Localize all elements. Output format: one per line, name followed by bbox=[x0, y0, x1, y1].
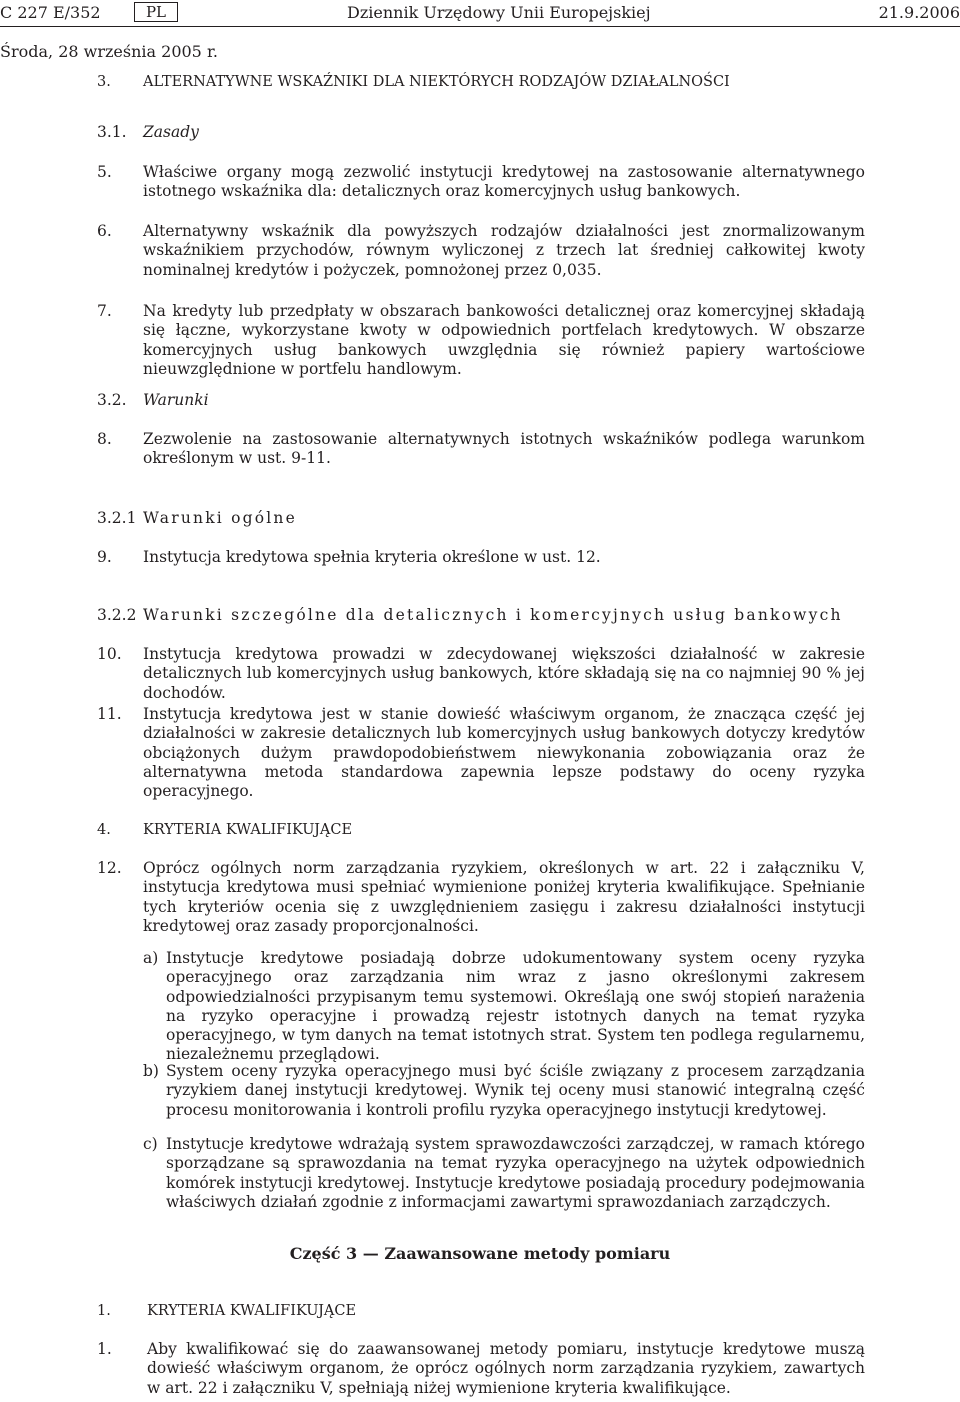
item-a-text: Instytucje kredytowe posiadają dobrze udokumentowany system oceny ryzyka operacyjnego oraz zarządzania nim wraz z jasno określonymi zakresem odpowiedzialności przypisanym temu systemowi. Określają one swój stopień narażenia na ryzyko operacyjne i prowadzą rejestr istotnych danych na temat ryzyka operacyjnego, w tym danych na temat istotnych strat. System ten podlega regularnemu, niezależnemu przeglądowi. bbox=[166, 949, 865, 1064]
part-3-heading: Część 3 — Zaawansowane metody pomiaru bbox=[289, 1244, 671, 1263]
paragraph-8-text: Zezwolenie na zastosowanie alternatywnych istotnych wskaźników podlega warunkom określonym w ust. 9-11. bbox=[143, 430, 865, 468]
sitting-date: Środa, 28 września 2005 r. bbox=[0, 42, 218, 61]
paragraph-1-number: 1. bbox=[97, 1340, 112, 1358]
section-4-number: 4. bbox=[97, 822, 111, 838]
paragraph-11-number: 11. bbox=[97, 705, 122, 723]
paragraph-8-number: 8. bbox=[97, 430, 112, 448]
paragraph-10-number: 10. bbox=[97, 645, 122, 663]
item-b-text: System oceny ryzyka operacyjnego musi być ściśle związany z procesem zarządzania ryzykiem danej instytucji kredytowej. Wynik tej oceny musi stanowić integralną część procesu monitorowania i kontroli profilu ryzyka operacyjnego instytucji kredytowej. bbox=[166, 1062, 865, 1119]
paragraph-1-text: Aby kwalifikować się do zaawansowanej metody pomiaru, instytucje kredytowe muszą dowieść właściwym organom, że oprócz ogólnych norm zarządzania ryzykiem, zawartych w art. 22 i załączniku V, spełniają niżej wymienione kryteria kwalifikujące. bbox=[147, 1340, 865, 1397]
section-3-title: ALTERNATYWNE WSKAŹNIKI DLA NIEKTÓRYCH RODZAJÓW DZIAŁALNOŚCI bbox=[143, 74, 730, 90]
item-a-label: a) bbox=[143, 949, 159, 967]
paragraph-10-text: Instytucja kredytowa prowadzi w zdecydowanej większości działalność w zakresie detalicznych lub komercyjnych usług bankowych, które składają się na co najmniej 90 % jej dochodów. bbox=[143, 645, 865, 702]
paragraph-7-number: 7. bbox=[97, 302, 112, 320]
section-3-2-1-title: Warunki ogólne bbox=[143, 509, 297, 527]
paragraph-12-number: 12. bbox=[97, 859, 122, 877]
section-3-1-number: 3.1. bbox=[97, 123, 127, 141]
paragraph-6-text: Alternatywny wskaźnik dla powyższych rodzajów działalności jest znormalizowanym wskaźnikiem przychodów, równym wyliczonej z trzech lat średniej całkowitej kwoty nominalnej kredytów i pożyczek, pomnożonej przez 0,035. bbox=[143, 222, 865, 279]
journal-reference: C 227 E/352 bbox=[0, 3, 101, 22]
section-3-number: 3. bbox=[97, 74, 111, 90]
paragraph-5-text: Właściwe organy mogą zezwolić instytucji kredytowej na zastosowanie alternatywnego istotnego wskaźnika dla: detalicznych oraz komercyjnych usług bankowych. bbox=[143, 163, 865, 201]
section-1-number: 1. bbox=[97, 1303, 111, 1319]
item-b-label: b) bbox=[143, 1062, 159, 1080]
section-3-1-title: Zasady bbox=[143, 123, 199, 141]
paragraph-11-text: Instytucja kredytowa jest w stanie dowieść właściwym organom, że znacząca część jej działalności w zakresie detalicznych lub komercyjnych usług bankowych dotyczy kredytów obciążonych dużym prawdopodobieństwem niewykonania zobowiązania oraz że alternatywna metoda standardowa zapewnia lepsze podstawy do oceny ryzyka operacyjnego. bbox=[143, 705, 865, 801]
paragraph-9-text: Instytucja kredytowa spełnia kryteria określone w ust. 12. bbox=[143, 548, 601, 566]
section-3-2-number: 3.2. bbox=[97, 391, 127, 409]
paragraph-6-number: 6. bbox=[97, 222, 112, 240]
journal-title: Dziennik Urzędowy Unii Europejskiej bbox=[347, 3, 651, 22]
language-badge: PL bbox=[134, 2, 178, 22]
section-4-title: KRYTERIA KWALIFIKUJĄCE bbox=[143, 822, 353, 838]
publication-date: 21.9.2006 bbox=[878, 3, 960, 22]
section-3-2-1-number: 3.2.1 bbox=[97, 509, 137, 527]
paragraph-9-number: 9. bbox=[97, 548, 112, 566]
section-3-2-2-title: Warunki szczególne dla detalicznych i komercyjnych usług bankowych bbox=[143, 606, 843, 624]
item-c-label: c) bbox=[143, 1135, 158, 1153]
header-rule bbox=[0, 26, 960, 27]
paragraph-5-number: 5. bbox=[97, 163, 112, 181]
section-3-2-title: Warunki bbox=[143, 391, 209, 409]
section-3-2-2-number: 3.2.2 bbox=[97, 606, 137, 624]
paragraph-12-text: Oprócz ogólnych norm zarządzania ryzykiem, określonych w art. 22 i załączniku V, instytucja kredytowa musi spełniać wymienione poniżej kryteria kwalifikujące. Spełnianie tych kryteriów ocenia się z uwzględnieniem zasięgu i zakresu działalności instytucji kredytowej oraz zasady proporcjonalności. bbox=[143, 859, 865, 935]
section-1-title: KRYTERIA KWALIFIKUJĄCE bbox=[147, 1303, 357, 1319]
item-c-text: Instytucje kredytowe wdrażają system sprawozdawczości zarządczej, w ramach którego sporządzane są sprawozdania na temat ryzyka operacyjnego na użytek odpowiednich komórek instytucji kredytowej. Instytucje kredytowe posiadają procedury podejmowania właściwych działań zgodnie z informacjami zawartymi sprawozdaniach zarządczych. bbox=[166, 1135, 865, 1211]
paragraph-7-text: Na kredyty lub przedpłaty w obszarach bankowości detalicznej oraz komercyjnej składają się łączne, wykorzystane kwoty w odpowiednich portfelach kredytowych. W obszarze komercyjnych usług bankowych uwzględnia się również papiery wartościowe nieuwzględnione w portfelu handlowym. bbox=[143, 302, 865, 378]
